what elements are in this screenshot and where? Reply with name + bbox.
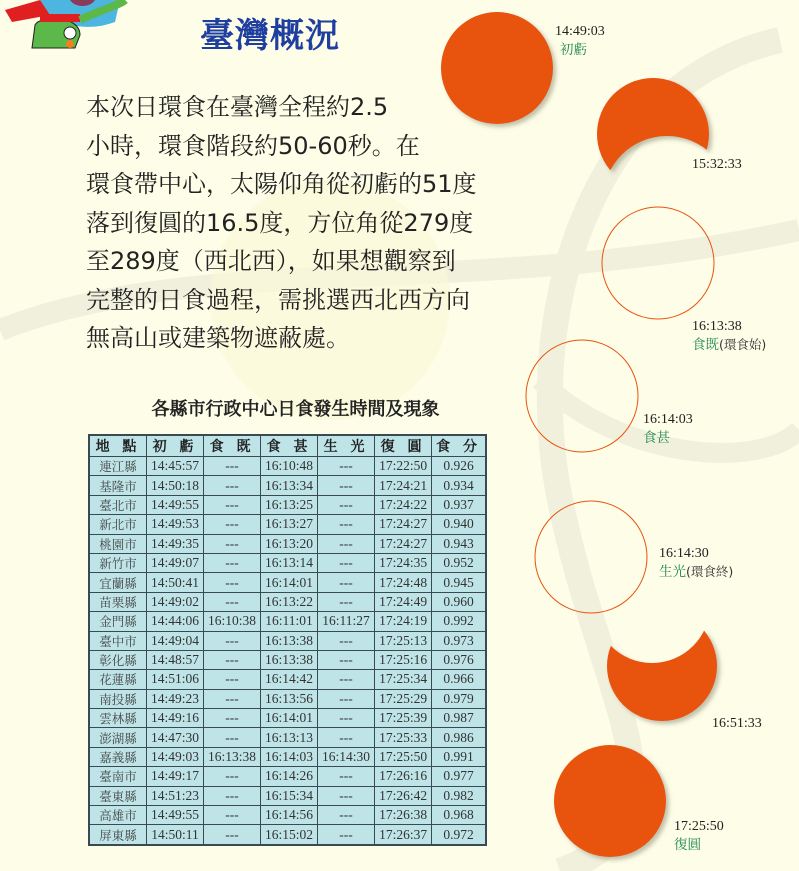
location-cell: 宜蘭縣 (89, 573, 147, 592)
table-cell: --- (318, 786, 375, 805)
table-cell: 14:47:30 (147, 728, 204, 747)
table-cell: 14:50:18 (147, 476, 204, 495)
table-cell: 0.992 (432, 612, 486, 631)
table-cell: 17:24:49 (375, 592, 432, 611)
phase-label (659, 545, 733, 582)
table-cell: 0.937 (432, 495, 486, 514)
location-cell: 雲林縣 (89, 709, 147, 728)
phase-label (643, 411, 693, 448)
table-cell: 14:50:41 (147, 573, 204, 592)
column-header: 初 虧 (147, 435, 204, 457)
table-cell: 0.977 (432, 767, 486, 786)
location-cell: 苗栗縣 (89, 592, 147, 611)
table-cell: 17:26:42 (375, 786, 432, 805)
table-cell: --- (318, 592, 375, 611)
paragraph-line: 完整的日食過程，需挑選西北西方向 (86, 285, 470, 314)
table-cell: 16:14:03 (261, 747, 318, 766)
table-cell: 0.940 (432, 515, 486, 534)
table-cell: 16:10:38 (204, 612, 261, 631)
location-cell: 臺東縣 (89, 786, 147, 805)
table-cell: 16:13:34 (261, 476, 318, 495)
table-cell: 16:13:27 (261, 515, 318, 534)
paragraph-line: 至289度（西北西），如果想觀察到 (86, 247, 456, 275)
table-cell: --- (318, 806, 375, 825)
table-cell: 0.968 (432, 806, 486, 825)
location-cell: 嘉義縣 (89, 747, 147, 766)
table-cell: --- (204, 728, 261, 747)
table-cell: --- (318, 534, 375, 553)
table-cell: 14:49:03 (147, 747, 204, 766)
table-cell: --- (204, 825, 261, 845)
table-cell: 14:49:35 (147, 534, 204, 553)
location-cell: 臺中市 (89, 631, 147, 650)
table-cell: 0.982 (432, 786, 486, 805)
table-cell: 14:49:07 (147, 553, 204, 572)
table-cell: 0.926 (432, 457, 486, 476)
table-cell: 17:25:13 (375, 631, 432, 650)
table-cell: 14:51:06 (147, 670, 204, 689)
paragraph-line: 環食帶中心，太陽仰角從初虧的51度 (86, 170, 477, 198)
table-cell: 16:14:26 (261, 767, 318, 786)
table-cell: 17:25:16 (375, 650, 432, 669)
table-cell: --- (204, 631, 261, 650)
phase-name: 食既 (692, 337, 719, 353)
table-cell: 17:24:19 (375, 612, 432, 631)
phase-note: (環食終) (686, 564, 734, 579)
table-cell: 17:24:35 (375, 553, 432, 572)
table-cell: 16:13:38 (261, 631, 318, 650)
table-cell: --- (204, 573, 261, 592)
table-cell: 17:24:27 (375, 534, 432, 553)
table-cell: 0.972 (432, 825, 486, 845)
table-cell: --- (318, 825, 375, 845)
table-cell: 14:44:06 (147, 612, 204, 631)
table-cell: 17:26:38 (375, 806, 432, 825)
table-cell: --- (318, 689, 375, 708)
table-cell: 0.991 (432, 747, 486, 766)
table-cell: --- (318, 457, 375, 476)
location-cell: 屏東縣 (89, 825, 147, 845)
sun-phase-annular-end (535, 501, 647, 613)
table-cell: 14:49:53 (147, 515, 204, 534)
table-cell: 14:49:17 (147, 767, 204, 786)
table-cell: 16:13:22 (261, 592, 318, 611)
phase-time: 16:14:03 (643, 412, 693, 427)
table-cell: 14:51:23 (147, 786, 204, 805)
table-cell: --- (204, 592, 261, 611)
table-cell: 14:49:02 (147, 592, 204, 611)
table-cell: 14:48:57 (147, 650, 204, 669)
table-cell: 17:24:27 (375, 515, 432, 534)
phase-time: 17:25:50 (674, 819, 724, 834)
table-cell: 16:15:02 (261, 825, 318, 845)
column-header: 復 圓 (375, 435, 432, 457)
table-cell: 17:24:22 (375, 495, 432, 514)
table-cell: 16:14:01 (261, 573, 318, 592)
location-cell: 新竹市 (89, 553, 147, 572)
table-cell: 14:49:55 (147, 806, 204, 825)
paragraph-line: 無高山或建築物遮蔽處。 (86, 324, 350, 352)
location-cell: 新北市 (89, 515, 147, 534)
table-cell: 0.945 (432, 573, 486, 592)
table-cell: 14:49:04 (147, 631, 204, 650)
paragraph-line: 小時，環食階段約50-60秒。在 (86, 131, 420, 160)
table-cell: 16:11:27 (318, 612, 375, 631)
table-cell: 17:22:50 (375, 457, 432, 476)
table-cell: 17:25:33 (375, 728, 432, 747)
table-cell: 0.952 (432, 553, 486, 572)
table-cell: 16:13:56 (261, 689, 318, 708)
location-cell: 臺北市 (89, 495, 147, 514)
table-cell: 17:24:21 (375, 476, 432, 495)
table-cell: 14:49:55 (147, 495, 204, 514)
location-cell: 彰化縣 (89, 650, 147, 669)
table-cell: 0.987 (432, 709, 486, 728)
table-cell: --- (318, 728, 375, 747)
column-header: 食 既 (204, 435, 261, 457)
phase-label (712, 715, 762, 733)
table-cell: 14:49:16 (147, 709, 204, 728)
table-cell: 16:14:42 (261, 670, 318, 689)
table-cell: --- (318, 670, 375, 689)
table-cell: 16:10:48 (261, 457, 318, 476)
phase-label (692, 318, 766, 355)
table-cell: --- (204, 476, 261, 495)
column-header: 生 光 (318, 435, 375, 457)
location-cell: 澎湖縣 (89, 728, 147, 747)
location-cell: 連江縣 (89, 457, 147, 476)
table-cell: --- (318, 495, 375, 514)
table-cell: 0.973 (432, 631, 486, 650)
location-cell: 基隆市 (89, 476, 147, 495)
location-cell: 花蓮縣 (89, 670, 147, 689)
table-cell: --- (318, 553, 375, 572)
location-cell: 南投縣 (89, 689, 147, 708)
sun-phase-annular-start (602, 207, 714, 319)
table-cell: 16:13:20 (261, 534, 318, 553)
table-cell: --- (318, 515, 375, 534)
table-cell: 16:14:01 (261, 709, 318, 728)
table-cell: 16:13:38 (261, 650, 318, 669)
table-cell: --- (204, 495, 261, 514)
table-cell: --- (204, 709, 261, 728)
table-cell: --- (318, 476, 375, 495)
phase-name: 生光 (659, 564, 686, 580)
phase-time: 14:49:03 (555, 24, 605, 39)
table-cell: --- (318, 767, 375, 786)
phase-time: 16:14:30 (659, 546, 709, 561)
table-cell: --- (204, 670, 261, 689)
phase-name: 初虧 (560, 42, 587, 58)
table-cell: 17:25:39 (375, 709, 432, 728)
phase-note: (環食始) (719, 337, 767, 352)
sun-phase-partial-2 (607, 611, 717, 721)
table-cell: 0.966 (432, 670, 486, 689)
table-caption: 各縣市行政中心日食發生時間及現象 (151, 399, 440, 420)
table-cell: 17:25:34 (375, 670, 432, 689)
table-cell: 14:50:11 (147, 825, 204, 845)
table-cell: 0.979 (432, 689, 486, 708)
phase-label (674, 818, 724, 855)
table-cell: 16:13:38 (204, 747, 261, 766)
table-cell: --- (204, 767, 261, 786)
table-cell: 0.976 (432, 650, 486, 669)
table-cell: 17:26:16 (375, 767, 432, 786)
table-cell: 16:13:13 (261, 728, 318, 747)
location-cell: 金門縣 (89, 612, 147, 631)
table-cell: 14:45:57 (147, 457, 204, 476)
table-cell: --- (204, 689, 261, 708)
table-cell: --- (318, 631, 375, 650)
table-cell: --- (204, 650, 261, 669)
table-cell: 0.943 (432, 534, 486, 553)
table-cell: --- (204, 786, 261, 805)
table-cell: 17:24:48 (375, 573, 432, 592)
table-cell: 0.960 (432, 592, 486, 611)
table-cell: 17:26:37 (375, 825, 432, 845)
sun-phase-first-contact (441, 12, 553, 124)
sun-phase-maximum (526, 340, 638, 452)
phase-label (692, 156, 742, 174)
table-cell: 16:14:30 (318, 747, 375, 766)
table-cell: 16:11:01 (261, 612, 318, 631)
sun-phase-last-contact (554, 745, 666, 857)
table-cell: --- (318, 709, 375, 728)
table-cell: 0.986 (432, 728, 486, 747)
table-cell: --- (204, 534, 261, 553)
page-title: 臺灣概況 (200, 16, 340, 56)
table-cell: 16:15:34 (261, 786, 318, 805)
phase-name: 復圓 (674, 837, 701, 853)
paragraph-line: 本次日環食在臺灣全程約2.5 (86, 93, 389, 121)
table-cell: 16:13:25 (261, 495, 318, 514)
column-header: 地 點 (89, 435, 147, 457)
location-cell: 臺南市 (89, 767, 147, 786)
table-cell: 16:13:14 (261, 553, 318, 572)
column-header: 食 甚 (261, 435, 318, 457)
table-cell: 14:49:23 (147, 689, 204, 708)
column-header: 食 分 (432, 435, 486, 457)
phase-time: 15:32:33 (692, 157, 742, 172)
table-cell: --- (204, 457, 261, 476)
table-cell: 17:25:29 (375, 689, 432, 708)
phase-time: 16:51:33 (712, 716, 762, 731)
table-cell: --- (204, 515, 261, 534)
table-cell: 17:25:50 (375, 747, 432, 766)
phase-time: 16:13:38 (692, 319, 742, 334)
table-cell: --- (318, 650, 375, 669)
table-cell: --- (318, 573, 375, 592)
location-cell: 桃園市 (89, 534, 147, 553)
location-cell: 高雄市 (89, 806, 147, 825)
table-cell: --- (204, 553, 261, 572)
table-cell: 16:14:56 (261, 806, 318, 825)
table-cell: --- (204, 806, 261, 825)
table-cell: 0.934 (432, 476, 486, 495)
paragraph-line: 落到復圓的16.5度，方位角從279度 (86, 208, 474, 237)
phase-label (555, 23, 605, 60)
phase-name: 食甚 (643, 430, 670, 446)
